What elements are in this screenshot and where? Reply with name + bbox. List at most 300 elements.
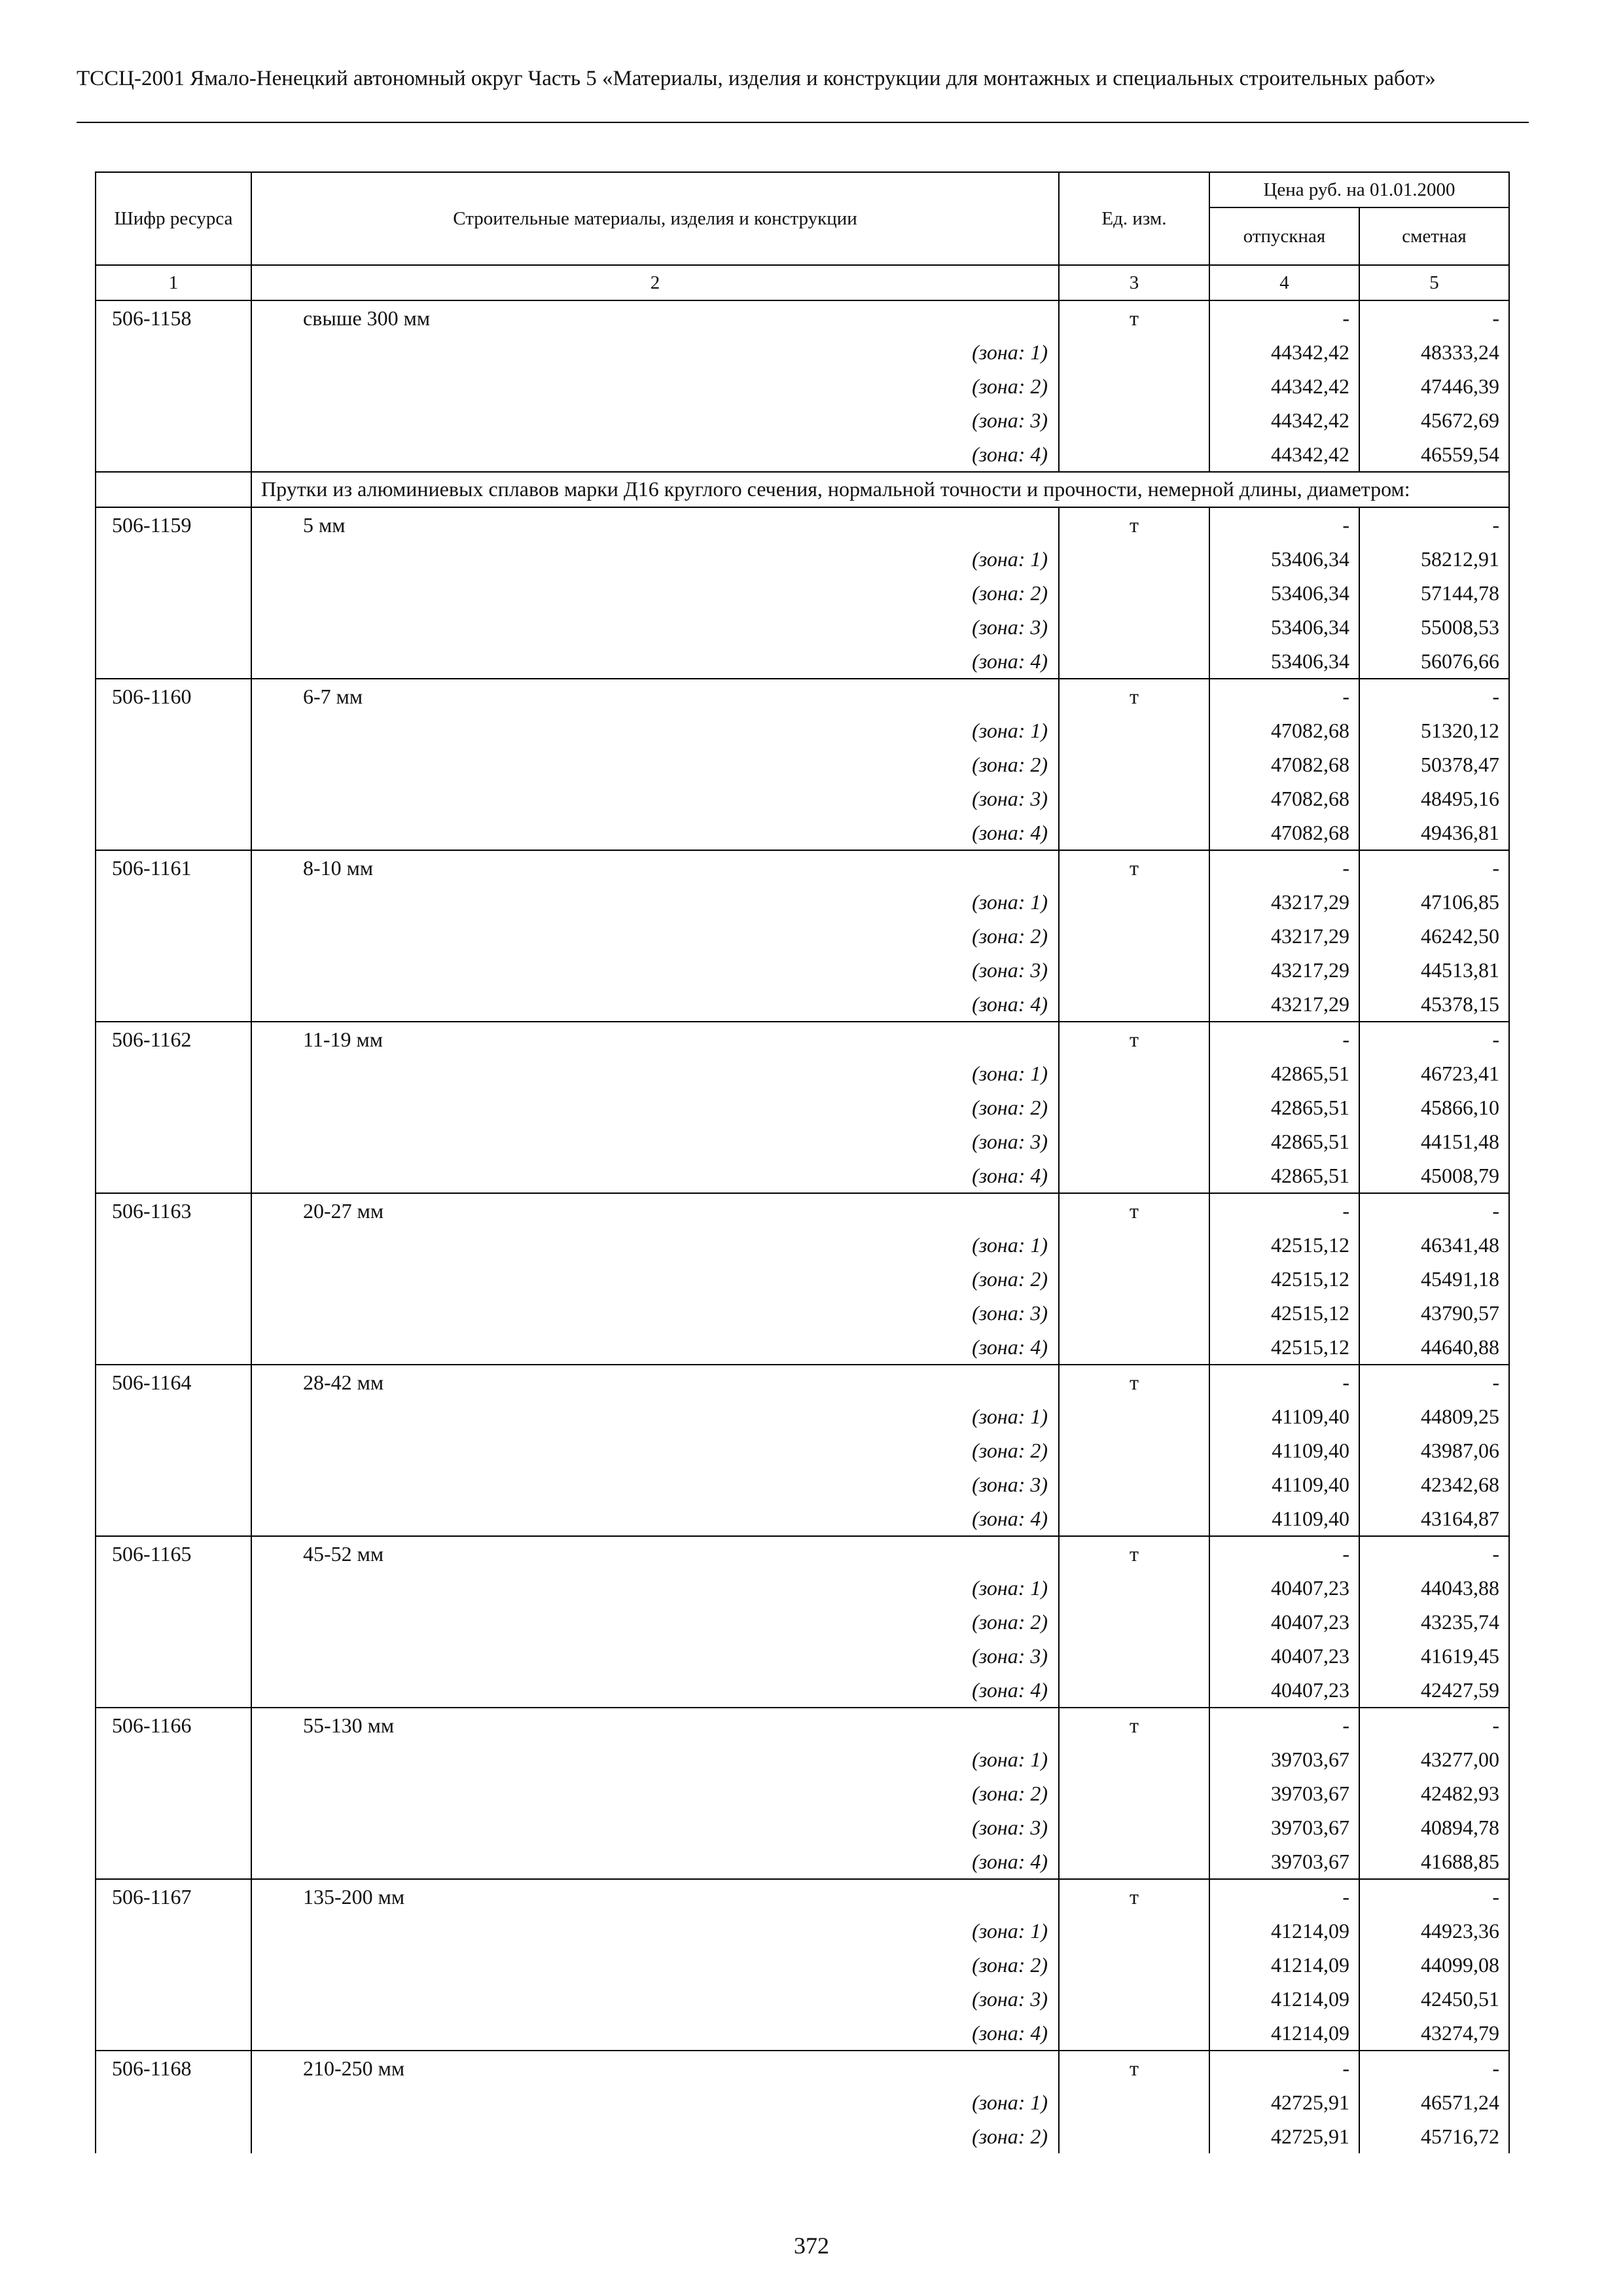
column-header-code: Шифр ресурса: [96, 172, 251, 265]
release-price: 44342,42: [1209, 335, 1359, 369]
code-cell: [96, 1467, 251, 1501]
code-cell: [96, 1844, 251, 1879]
column-number-row: [96, 265, 1509, 300]
release-price: 42515,12: [1209, 1228, 1359, 1262]
zone-row: [96, 1262, 1509, 1296]
code-cell: [96, 610, 251, 644]
release-price: -: [1209, 1193, 1359, 1228]
unit-cell: т: [1059, 1193, 1209, 1228]
zone-label: (зона: 1): [251, 885, 1059, 919]
estimate-price: 41688,85: [1359, 1844, 1509, 1879]
code-cell: [96, 953, 251, 987]
code-cell: [96, 747, 251, 781]
code-cell: [96, 1810, 251, 1844]
release-price: 42865,51: [1209, 1056, 1359, 1090]
table-row: [96, 1879, 1509, 1914]
estimate-price: 46723,41: [1359, 1056, 1509, 1090]
zone-label: (зона: 2): [251, 1090, 1059, 1124]
zone-label: (зона: 3): [251, 781, 1059, 816]
release-price: 40407,23: [1209, 1571, 1359, 1605]
table-header: [96, 172, 1509, 300]
release-price: 39703,67: [1209, 1810, 1359, 1844]
zone-row: [96, 576, 1509, 610]
unit-cell: [1059, 1467, 1209, 1501]
column-header-price-group: Цена руб. на 01.01.2000: [1209, 172, 1509, 207]
estimate-price: -: [1359, 850, 1509, 885]
estimate-price: 44151,48: [1359, 1124, 1509, 1158]
zone-label: (зона: 1): [251, 2085, 1059, 2119]
code-cell: [96, 1124, 251, 1158]
estimate-price: 51320,12: [1359, 713, 1509, 747]
zone-row: [96, 1810, 1509, 1844]
release-price: 53406,34: [1209, 542, 1359, 576]
estimate-price: 57144,78: [1359, 576, 1509, 610]
zone-row: [96, 1844, 1509, 1879]
unit-cell: [1059, 781, 1209, 816]
unit-cell: т: [1059, 850, 1209, 885]
unit-cell: т: [1059, 300, 1209, 335]
zone-label: (зона: 1): [251, 1914, 1059, 1948]
zone-row: [96, 713, 1509, 747]
resource-code: 506-1166: [96, 1708, 251, 1742]
code-cell: [96, 1571, 251, 1605]
resource-code: 506-1167: [96, 1879, 251, 1914]
table-row: [96, 1365, 1509, 1399]
estimate-price: -: [1359, 2051, 1509, 2085]
column-header-unit: Ед. изм.: [1059, 172, 1209, 265]
estimate-price: 45378,15: [1359, 987, 1509, 1022]
zone-label: (зона: 3): [251, 953, 1059, 987]
release-price: 53406,34: [1209, 644, 1359, 679]
estimate-price: 47446,39: [1359, 369, 1509, 403]
release-price: 41214,09: [1209, 1948, 1359, 1982]
zone-row: [96, 437, 1509, 472]
zone-label: (зона: 3): [251, 610, 1059, 644]
zone-label: (зона: 3): [251, 1124, 1059, 1158]
code-cell: [96, 1948, 251, 1982]
zone-row: [96, 1467, 1509, 1501]
zone-label: (зона: 2): [251, 369, 1059, 403]
zone-label: (зона: 4): [251, 1330, 1059, 1365]
release-price: 42865,51: [1209, 1158, 1359, 1193]
code-cell: [96, 2085, 251, 2119]
zone-row: [96, 403, 1509, 437]
estimate-price: -: [1359, 679, 1509, 713]
release-price: 41109,40: [1209, 1467, 1359, 1501]
release-price: 41109,40: [1209, 1433, 1359, 1467]
resource-code: 506-1160: [96, 679, 251, 713]
unit-cell: [1059, 1776, 1209, 1810]
code-cell: [96, 1433, 251, 1467]
code-cell: [96, 335, 251, 369]
zone-row: [96, 919, 1509, 953]
zone-label: (зона: 4): [251, 644, 1059, 679]
material-name: 8-10 мм: [251, 850, 1059, 885]
zone-row: [96, 781, 1509, 816]
zone-label: (зона: 4): [251, 1158, 1059, 1193]
zone-row: [96, 1228, 1509, 1262]
estimate-price: 42342,68: [1359, 1467, 1509, 1501]
zone-row: [96, 987, 1509, 1022]
zone-label: (зона: 4): [251, 816, 1059, 850]
release-price: 42515,12: [1209, 1330, 1359, 1365]
zone-label: (зона: 3): [251, 1467, 1059, 1501]
material-name: 5 мм: [251, 507, 1059, 542]
estimate-price: 43987,06: [1359, 1433, 1509, 1467]
estimate-price: 44923,36: [1359, 1914, 1509, 1948]
release-price: -: [1209, 300, 1359, 335]
estimate-price: 44809,25: [1359, 1399, 1509, 1433]
release-price: 40407,23: [1209, 1673, 1359, 1708]
price-table: [95, 171, 1510, 2153]
release-price: -: [1209, 1879, 1359, 1914]
code-cell: [96, 1914, 251, 1948]
group-heading-row: [96, 472, 1509, 507]
zone-label: (зона: 2): [251, 1776, 1059, 1810]
zone-row: [96, 1090, 1509, 1124]
zone-row: [96, 1982, 1509, 2016]
zone-row: [96, 1501, 1509, 1536]
table-body: [96, 300, 1509, 2153]
zone-label: (зона: 4): [251, 1844, 1059, 1879]
estimate-price: 58212,91: [1359, 542, 1509, 576]
estimate-price: 42450,51: [1359, 1982, 1509, 2016]
zone-label: (зона: 1): [251, 713, 1059, 747]
release-price: 42725,91: [1209, 2085, 1359, 2119]
estimate-price: 45008,79: [1359, 1158, 1509, 1193]
estimate-price: -: [1359, 300, 1509, 335]
header-rule: [77, 122, 1529, 123]
code-cell: [96, 644, 251, 679]
zone-label: (зона: 2): [251, 747, 1059, 781]
unit-cell: [1059, 1742, 1209, 1776]
unit-cell: т: [1059, 1536, 1209, 1571]
estimate-price: 43164,87: [1359, 1501, 1509, 1536]
estimate-price: 46242,50: [1359, 919, 1509, 953]
zone-row: [96, 1571, 1509, 1605]
group-heading-text: Прутки из алюминиевых сплавов марки Д16 круглого сечения, нормальной точности и прочности, немерной длины, диаметром:: [251, 472, 1509, 507]
code-cell: [96, 1982, 251, 2016]
release-price: 43217,29: [1209, 953, 1359, 987]
estimate-price: 56076,66: [1359, 644, 1509, 679]
zone-row: [96, 1914, 1509, 1948]
release-price: 41214,09: [1209, 1982, 1359, 2016]
unit-cell: т: [1059, 679, 1209, 713]
zone-label: (зона: 4): [251, 1673, 1059, 1708]
code-cell: [96, 885, 251, 919]
resource-code: 506-1165: [96, 1536, 251, 1571]
estimate-price: -: [1359, 1022, 1509, 1056]
release-price: 47082,68: [1209, 747, 1359, 781]
unit-cell: [1059, 1948, 1209, 1982]
unit-cell: [1059, 335, 1209, 369]
resource-code: 506-1158: [96, 300, 251, 335]
zone-row: [96, 1399, 1509, 1433]
zone-label: (зона: 2): [251, 1433, 1059, 1467]
code-cell: [96, 987, 251, 1022]
unit-cell: [1059, 437, 1209, 472]
release-price: 39703,67: [1209, 1742, 1359, 1776]
unit-cell: [1059, 1090, 1209, 1124]
release-price: 39703,67: [1209, 1776, 1359, 1810]
release-price: -: [1209, 1022, 1359, 1056]
release-price: -: [1209, 1708, 1359, 1742]
unit-cell: т: [1059, 1365, 1209, 1399]
zone-row: [96, 2016, 1509, 2051]
code-cell: [96, 369, 251, 403]
code-cell: [96, 472, 251, 507]
unit-cell: т: [1059, 507, 1209, 542]
material-name: 210-250 мм: [251, 2051, 1059, 2085]
column-number: 2: [251, 265, 1059, 300]
code-cell: [96, 919, 251, 953]
release-price: 47082,68: [1209, 781, 1359, 816]
code-cell: [96, 781, 251, 816]
zone-row: [96, 369, 1509, 403]
estimate-price: 46571,24: [1359, 2085, 1509, 2119]
zone-label: (зона: 2): [251, 576, 1059, 610]
table-row: [96, 507, 1509, 542]
unit-cell: [1059, 369, 1209, 403]
zone-row: [96, 542, 1509, 576]
estimate-price: 44043,88: [1359, 1571, 1509, 1605]
code-cell: [96, 2119, 251, 2153]
zone-row: [96, 1639, 1509, 1673]
estimate-price: 43274,79: [1359, 2016, 1509, 2051]
column-number: 5: [1359, 265, 1509, 300]
zone-label: (зона: 1): [251, 1571, 1059, 1605]
unit-cell: т: [1059, 2051, 1209, 2085]
zone-label: (зона: 3): [251, 1982, 1059, 2016]
code-cell: [96, 1330, 251, 1365]
estimate-price: 43235,74: [1359, 1605, 1509, 1639]
resource-code: 506-1161: [96, 850, 251, 885]
code-cell: [96, 1228, 251, 1262]
release-price: -: [1209, 1365, 1359, 1399]
zone-row: [96, 953, 1509, 987]
estimate-price: 40894,78: [1359, 1810, 1509, 1844]
release-price: 40407,23: [1209, 1605, 1359, 1639]
estimate-price: 41619,45: [1359, 1639, 1509, 1673]
column-number: 1: [96, 265, 251, 300]
zone-row: [96, 1742, 1509, 1776]
code-cell: [96, 1158, 251, 1193]
unit-cell: т: [1059, 1879, 1209, 1914]
release-price: 43217,29: [1209, 919, 1359, 953]
table-row: [96, 300, 1509, 335]
zone-label: (зона: 1): [251, 1228, 1059, 1262]
material-name: 11-19 мм: [251, 1022, 1059, 1056]
code-cell: [96, 1262, 251, 1296]
release-price: 53406,34: [1209, 610, 1359, 644]
unit-cell: [1059, 1296, 1209, 1330]
resource-code: 506-1164: [96, 1365, 251, 1399]
code-cell: [96, 403, 251, 437]
estimate-price: 50378,47: [1359, 747, 1509, 781]
unit-cell: [1059, 2016, 1209, 2051]
release-price: -: [1209, 507, 1359, 542]
zone-row: [96, 1776, 1509, 1810]
table-row: [96, 1708, 1509, 1742]
estimate-price: -: [1359, 507, 1509, 542]
estimate-price: 45866,10: [1359, 1090, 1509, 1124]
zone-row: [96, 1296, 1509, 1330]
unit-cell: [1059, 2085, 1209, 2119]
zone-row: [96, 1948, 1509, 1982]
code-cell: [96, 1673, 251, 1708]
estimate-price: 45716,72: [1359, 2119, 1509, 2153]
column-header-name: Строительные материалы, изделия и конструкции: [251, 172, 1059, 265]
zone-label: (зона: 1): [251, 1742, 1059, 1776]
release-price: 47082,68: [1209, 816, 1359, 850]
zone-row: [96, 1433, 1509, 1467]
zone-row: [96, 2119, 1509, 2153]
release-price: -: [1209, 2051, 1359, 2085]
unit-cell: [1059, 919, 1209, 953]
unit-cell: [1059, 713, 1209, 747]
resource-code: 506-1162: [96, 1022, 251, 1056]
unit-cell: [1059, 1228, 1209, 1262]
material-name: 28-42 мм: [251, 1365, 1059, 1399]
unit-cell: [1059, 1639, 1209, 1673]
unit-cell: [1059, 1571, 1209, 1605]
release-price: 41109,40: [1209, 1501, 1359, 1536]
unit-cell: [1059, 987, 1209, 1022]
unit-cell: [1059, 1124, 1209, 1158]
material-name: 55-130 мм: [251, 1708, 1059, 1742]
estimate-price: 49436,81: [1359, 816, 1509, 850]
code-cell: [96, 1639, 251, 1673]
release-price: 44342,42: [1209, 369, 1359, 403]
unit-cell: [1059, 1433, 1209, 1467]
zone-row: [96, 1605, 1509, 1639]
unit-cell: [1059, 610, 1209, 644]
unit-cell: [1059, 1844, 1209, 1879]
zone-label: (зона: 1): [251, 335, 1059, 369]
zone-row: [96, 1673, 1509, 1708]
release-price: 41214,09: [1209, 1914, 1359, 1948]
zone-label: (зона: 4): [251, 1501, 1059, 1536]
table-row: [96, 679, 1509, 713]
estimate-price: 45672,69: [1359, 403, 1509, 437]
table-row: [96, 1193, 1509, 1228]
zone-label: (зона: 3): [251, 403, 1059, 437]
release-price: 43217,29: [1209, 987, 1359, 1022]
code-cell: [96, 1501, 251, 1536]
unit-cell: т: [1059, 1022, 1209, 1056]
release-price: 42865,51: [1209, 1090, 1359, 1124]
unit-cell: [1059, 1914, 1209, 1948]
release-price: 42865,51: [1209, 1124, 1359, 1158]
estimate-price: 42482,93: [1359, 1776, 1509, 1810]
table-row: [96, 1536, 1509, 1571]
estimate-price: 44513,81: [1359, 953, 1509, 987]
zone-row: [96, 1056, 1509, 1090]
column-header-release: отпускная: [1209, 207, 1359, 265]
zone-row: [96, 335, 1509, 369]
unit-cell: [1059, 576, 1209, 610]
resource-code: 506-1163: [96, 1193, 251, 1228]
document-header: ТССЦ-2001 Ямало-Ненецкий автономный округ Часть 5 «Материалы, изделия и конструкции для монтажных и специальных строительных работ»: [77, 67, 1436, 90]
code-cell: [96, 1090, 251, 1124]
code-cell: [96, 437, 251, 472]
estimate-price: 45491,18: [1359, 1262, 1509, 1296]
code-cell: [96, 1742, 251, 1776]
unit-cell: [1059, 747, 1209, 781]
zone-label: (зона: 2): [251, 2119, 1059, 2153]
zone-label: (зона: 4): [251, 437, 1059, 472]
code-cell: [96, 2016, 251, 2051]
zone-label: (зона: 1): [251, 542, 1059, 576]
zone-label: (зона: 3): [251, 1296, 1059, 1330]
release-price: -: [1209, 850, 1359, 885]
release-price: 41109,40: [1209, 1399, 1359, 1433]
material-name: 45-52 мм: [251, 1536, 1059, 1571]
zone-label: (зона: 4): [251, 987, 1059, 1022]
release-price: 42515,12: [1209, 1262, 1359, 1296]
zone-label: (зона: 3): [251, 1810, 1059, 1844]
estimate-price: 42427,59: [1359, 1673, 1509, 1708]
release-price: -: [1209, 679, 1359, 713]
estimate-price: 47106,85: [1359, 885, 1509, 919]
unit-cell: [1059, 1262, 1209, 1296]
zone-label: (зона: 2): [251, 1605, 1059, 1639]
unit-cell: [1059, 1399, 1209, 1433]
table-row: [96, 850, 1509, 885]
zone-row: [96, 1124, 1509, 1158]
code-cell: [96, 1605, 251, 1639]
unit-cell: [1059, 1673, 1209, 1708]
zone-label: (зона: 1): [251, 1056, 1059, 1090]
code-cell: [96, 1776, 251, 1810]
estimate-price: 48495,16: [1359, 781, 1509, 816]
release-price: 40407,23: [1209, 1639, 1359, 1673]
material-name: свыше 300 мм: [251, 300, 1059, 335]
unit-cell: [1059, 1056, 1209, 1090]
release-price: 47082,68: [1209, 713, 1359, 747]
estimate-price: 55008,53: [1359, 610, 1509, 644]
estimate-price: 46559,54: [1359, 437, 1509, 472]
material-name: 6-7 мм: [251, 679, 1059, 713]
estimate-price: -: [1359, 1365, 1509, 1399]
release-price: -: [1209, 1536, 1359, 1571]
release-price: 53406,34: [1209, 576, 1359, 610]
zone-row: [96, 1330, 1509, 1365]
unit-cell: [1059, 1158, 1209, 1193]
column-header-estimate: сметная: [1359, 207, 1509, 265]
zone-label: (зона: 2): [251, 1948, 1059, 1982]
release-price: 42515,12: [1209, 1296, 1359, 1330]
unit-cell: [1059, 1501, 1209, 1536]
release-price: 43217,29: [1209, 885, 1359, 919]
zone-row: [96, 1158, 1509, 1193]
unit-cell: [1059, 1330, 1209, 1365]
zone-label: (зона: 3): [251, 1639, 1059, 1673]
zone-row: [96, 610, 1509, 644]
zone-row: [96, 644, 1509, 679]
estimate-price: 43277,00: [1359, 1742, 1509, 1776]
unit-cell: [1059, 1982, 1209, 2016]
estimate-price: -: [1359, 1536, 1509, 1571]
release-price: 44342,42: [1209, 437, 1359, 472]
unit-cell: [1059, 542, 1209, 576]
code-cell: [96, 1056, 251, 1090]
unit-cell: [1059, 644, 1209, 679]
estimate-price: 46341,48: [1359, 1228, 1509, 1262]
estimate-price: -: [1359, 1193, 1509, 1228]
zone-row: [96, 2085, 1509, 2119]
release-price: 44342,42: [1209, 403, 1359, 437]
